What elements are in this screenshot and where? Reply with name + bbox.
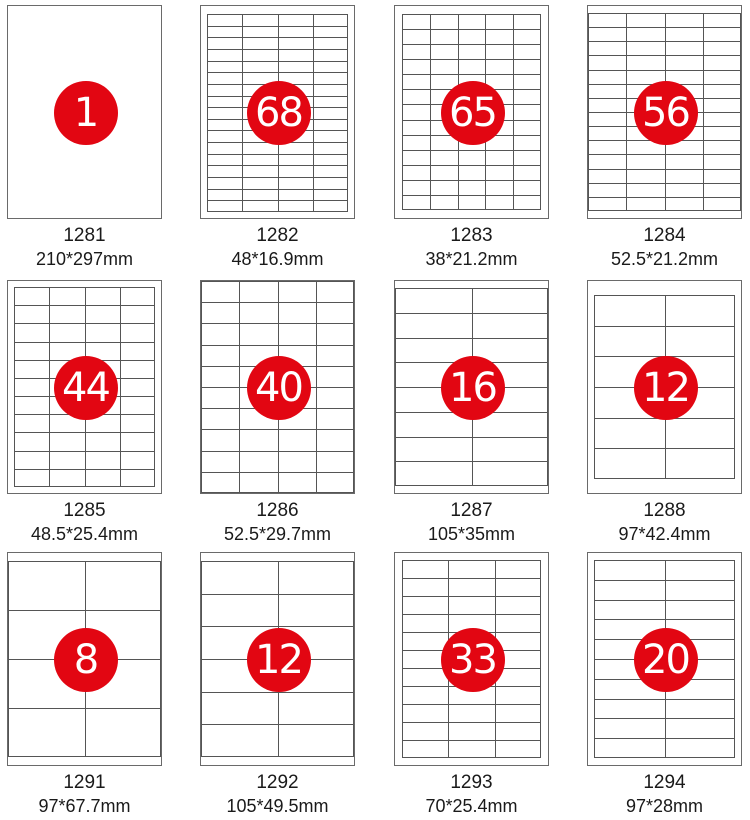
label-size: 105*35mm [427, 524, 516, 544]
label-sheet-card-1287[interactable] [394, 280, 549, 548]
label-sheet-card-1286[interactable] [200, 280, 355, 548]
product-code: 1281 [63, 225, 106, 246]
product-code: 1287 [450, 500, 493, 521]
product-code: 1293 [450, 772, 493, 793]
label-sheet-card-1282[interactable] [200, 5, 355, 273]
product-code: 1282 [256, 225, 299, 246]
product-code: 1285 [63, 500, 106, 521]
label-size: 70*25.4mm [425, 796, 518, 816]
sheet-preview [394, 5, 549, 219]
sheet-preview [394, 280, 549, 494]
label-size: 105*49.5mm [226, 796, 329, 816]
product-code: 1288 [643, 500, 686, 521]
label-size: 97*42.4mm [618, 524, 711, 544]
product-code: 1291 [63, 772, 106, 793]
label-count-badge: 8 [54, 628, 118, 692]
sheet-preview [7, 5, 162, 219]
label-count-badge: 12 [247, 628, 311, 692]
label-size: 97*67.7mm [38, 796, 131, 816]
label-sheet-card-1294[interactable] [587, 552, 742, 820]
sheet-preview [200, 280, 355, 494]
label-count-badge: 44 [54, 356, 118, 420]
label-size: 48*16.9mm [231, 249, 324, 269]
label-count-badge: 1 [54, 81, 118, 145]
label-count-badge: 40 [247, 356, 311, 420]
label-count-badge: 20 [634, 628, 698, 692]
sheet-preview [394, 552, 549, 766]
label-sheet-card-1281[interactable] [7, 5, 162, 273]
label-size: 52.5*21.2mm [610, 249, 719, 269]
label-size: 97*28mm [625, 796, 704, 816]
label-count-badge: 68 [247, 81, 311, 145]
label-count-badge: 33 [441, 628, 505, 692]
sheet-preview [200, 552, 355, 766]
label-count-badge: 16 [441, 356, 505, 420]
label-sheet-card-1284[interactable] [587, 5, 742, 273]
product-code: 1294 [643, 772, 686, 793]
product-code: 1286 [256, 500, 299, 521]
sheet-preview [7, 552, 162, 766]
label-size: 52.5*29.7mm [223, 524, 332, 544]
sheet-preview [7, 280, 162, 494]
product-code: 1284 [643, 225, 686, 246]
label-count-badge: 56 [634, 81, 698, 145]
label-count-badge: 12 [634, 356, 698, 420]
label-size: 38*21.2mm [425, 249, 518, 269]
label-sheet-card-1283[interactable] [394, 5, 549, 273]
label-sheet-card-1288[interactable] [587, 280, 742, 548]
label-sheet-card-1291[interactable] [7, 552, 162, 820]
label-sheet-card-1292[interactable] [200, 552, 355, 820]
label-count-badge: 65 [441, 81, 505, 145]
product-code: 1283 [450, 225, 493, 246]
label-size: 210*297mm [35, 249, 134, 269]
sheet-preview [587, 5, 742, 219]
sheet-preview [587, 280, 742, 494]
label-sheet-card-1285[interactable] [7, 280, 162, 548]
sheet-preview [587, 552, 742, 766]
sheet-preview [200, 5, 355, 219]
label-size: 48.5*25.4mm [30, 524, 139, 544]
label-sheet-card-1293[interactable] [394, 552, 549, 820]
product-code: 1292 [256, 772, 299, 793]
